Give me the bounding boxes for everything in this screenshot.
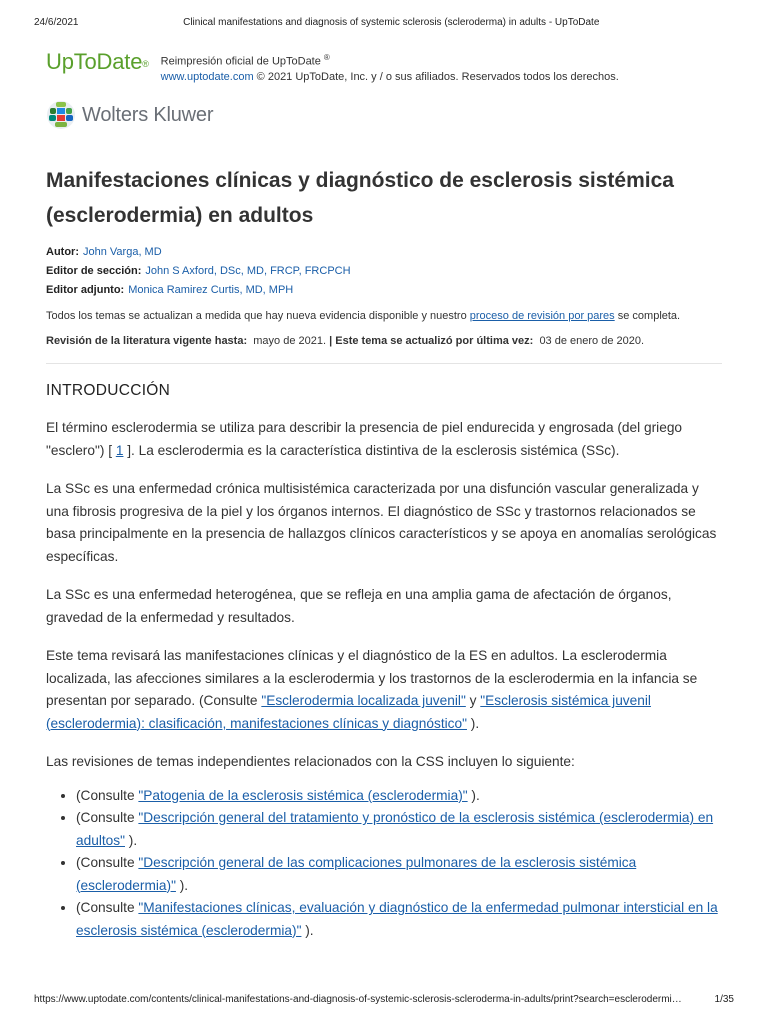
article-credits [46,243,722,300]
list-item-prefix: (Consulte [76,900,139,915]
copyright-text: © 2021 UpToDate, Inc. y / o sus afiliados. Reservados todos los derechos. [256,70,619,83]
wolters-kluwer-globe-icon [46,100,76,130]
list-item [76,852,722,897]
paragraph-3: La SSc es una enfermedad heterogénea, que se refleja en una amplia gama de afectación de órganos, gravedad de la enfermedad y resultados. [46,587,672,625]
review-status [46,333,722,349]
juvenile-ssc-link[interactable]: "Esclerosis sistémica juvenil (esclerodermia): clasificación, manifestaciones clínicas y diagnóstico" [46,693,651,731]
paragraph-1-end: ]. La esclerodermia es la característica distintiva de la esclerosis sistémica (SSc). [123,442,620,458]
list-item-prefix: (Consulte [76,810,139,825]
paragraph-5: Las revisiones de temas independientes relacionados con la CSS incluyen lo siguiente: [46,754,575,769]
uptodate-site-link[interactable]: www.uptodate.com [160,70,254,83]
paragraph-4-mid: y [465,693,481,708]
section-body [46,417,722,942]
paragraph-4 [46,645,722,735]
list-item-suffix: ). [301,922,314,938]
review-label: Revisión de la literatura vigente hasta: [46,335,248,347]
reprint-notice [161,50,619,85]
updated-value: 03 de enero de 2020. [539,335,645,347]
divider [46,363,722,364]
author-label: Autor: [46,246,79,258]
print-title: Clinical manifestations and diagnosis of systemic sclerosis (scleroderma) in adults - UpToDate [183,17,600,28]
print-footer [34,994,734,1005]
print-date: 24/6/2021 [34,17,79,28]
localized-scleroderma-link[interactable]: "Esclerodermia localizada juvenil" [261,693,466,708]
paragraph-2: La SSc es una enfermedad crónica multisistémica caracterizada por una disfunción vascular generalizada y una fibrosis progresiva de la piel y los órganos internos. El diagnóstico de SSc y trastornos relacionados se basa principalmente en la presencia de hallazgos clínicos característicos y se apoya en anomalías serológicas específicas. [46,481,717,564]
treatment-overview-link[interactable]: "Descripción general del tratamiento y pronóstico de la esclerosis sistémica (esclerodermia) en adultos" [76,810,714,848]
review-value: mayo de 2021. [253,335,327,347]
interstitial-lung-disease-link[interactable]: "Manifestaciones clínicas, evaluación y diagnóstico de la enfermedad pulmonar intersticial en la esclerosis sistémica (esclerodermia)" [76,900,718,938]
author-row [46,243,722,262]
brand-header [46,48,619,85]
article-title: Manifestaciones clínicas y diagnóstico de esclerosis sistémica (esclerodermia) en adultos [46,169,674,227]
update-note-text: Todos los temas se actualizan a medida que hay nueva evidencia disponible y nuestro [46,310,470,322]
uptodate-logo-mark: ® [142,59,149,69]
uptodate-logo[interactable] [46,48,149,76]
print-header [34,17,734,28]
paragraph-4-end: ). [466,715,480,731]
list-item-suffix: ). [175,877,189,893]
page-number: 1/35 [714,994,734,1005]
list-item-prefix: (Consulte [76,787,139,803]
print-url: https://www.uptodate.com/contents/clinical-manifestations-and-diagnosis-of-systemic-sclerosis-scleroderma-in-adults/print?search=esclerodermi… [34,994,682,1005]
update-note [46,307,722,326]
list-item-prefix: (Consulte [76,855,139,870]
list-item [76,785,722,808]
section-editor-row [46,262,722,281]
related-topics-list [46,785,722,943]
list-item [76,807,722,852]
paragraph-4-text: Este tema revisará las manifestaciones clínicas y el diagnóstico de la ES en adultos. La esclerodermia localizada, las afecciones similares a la esclerodermia y los trastornos de la esclerodermia en la infancia se presentan por separado. (Consulte [46,648,698,708]
section-editor-label: Editor de sección: [46,265,142,277]
reference-link[interactable]: 1 [115,442,124,458]
list-item-suffix: ). [467,787,480,803]
article [46,163,722,942]
updated-label: Este tema se actualizó por última vez: [335,335,534,347]
author-link[interactable]: John Varga, MD [83,246,162,258]
reprint-line: Reimpresión oficial de UpToDate [160,55,321,68]
paragraph-1 [46,417,722,462]
pulmonary-complications-link[interactable]: "Descripción general de las complicaciones pulmonares de la esclerosis sistémica (esclerodermia)" [76,855,637,893]
publisher-logo [46,100,213,130]
reprint-mark: ® [323,53,330,62]
list-item [76,897,722,942]
section-heading: INTRODUCCIÓN [46,382,171,399]
update-note-end: se completa. [614,310,681,322]
review-separator: | [326,335,336,347]
list-item-suffix: ). [125,832,138,848]
uptodate-logo-text: UpToDate [46,49,143,74]
pathogenesis-link[interactable]: "Patogenia de la esclerosis sistémica (esclerodermia)" [138,787,468,803]
deputy-editor-row [46,281,722,300]
peer-review-link[interactable]: proceso de revisión por pares [469,310,615,322]
deputy-editor-label: Editor adjunto: [46,284,125,296]
paragraph-1-text: El término esclerodermia se utiliza para describir la presencia de piel endurecida y engrosada (del griego "esclero") [ [46,420,683,458]
publisher-name: Wolters Kluwer [82,103,214,126]
section-editor-link[interactable]: John S Axford, DSc, MD, FRCP, FRCPCH [145,265,351,277]
deputy-editor-link[interactable]: Monica Ramirez Curtis, MD, MPH [128,284,294,296]
